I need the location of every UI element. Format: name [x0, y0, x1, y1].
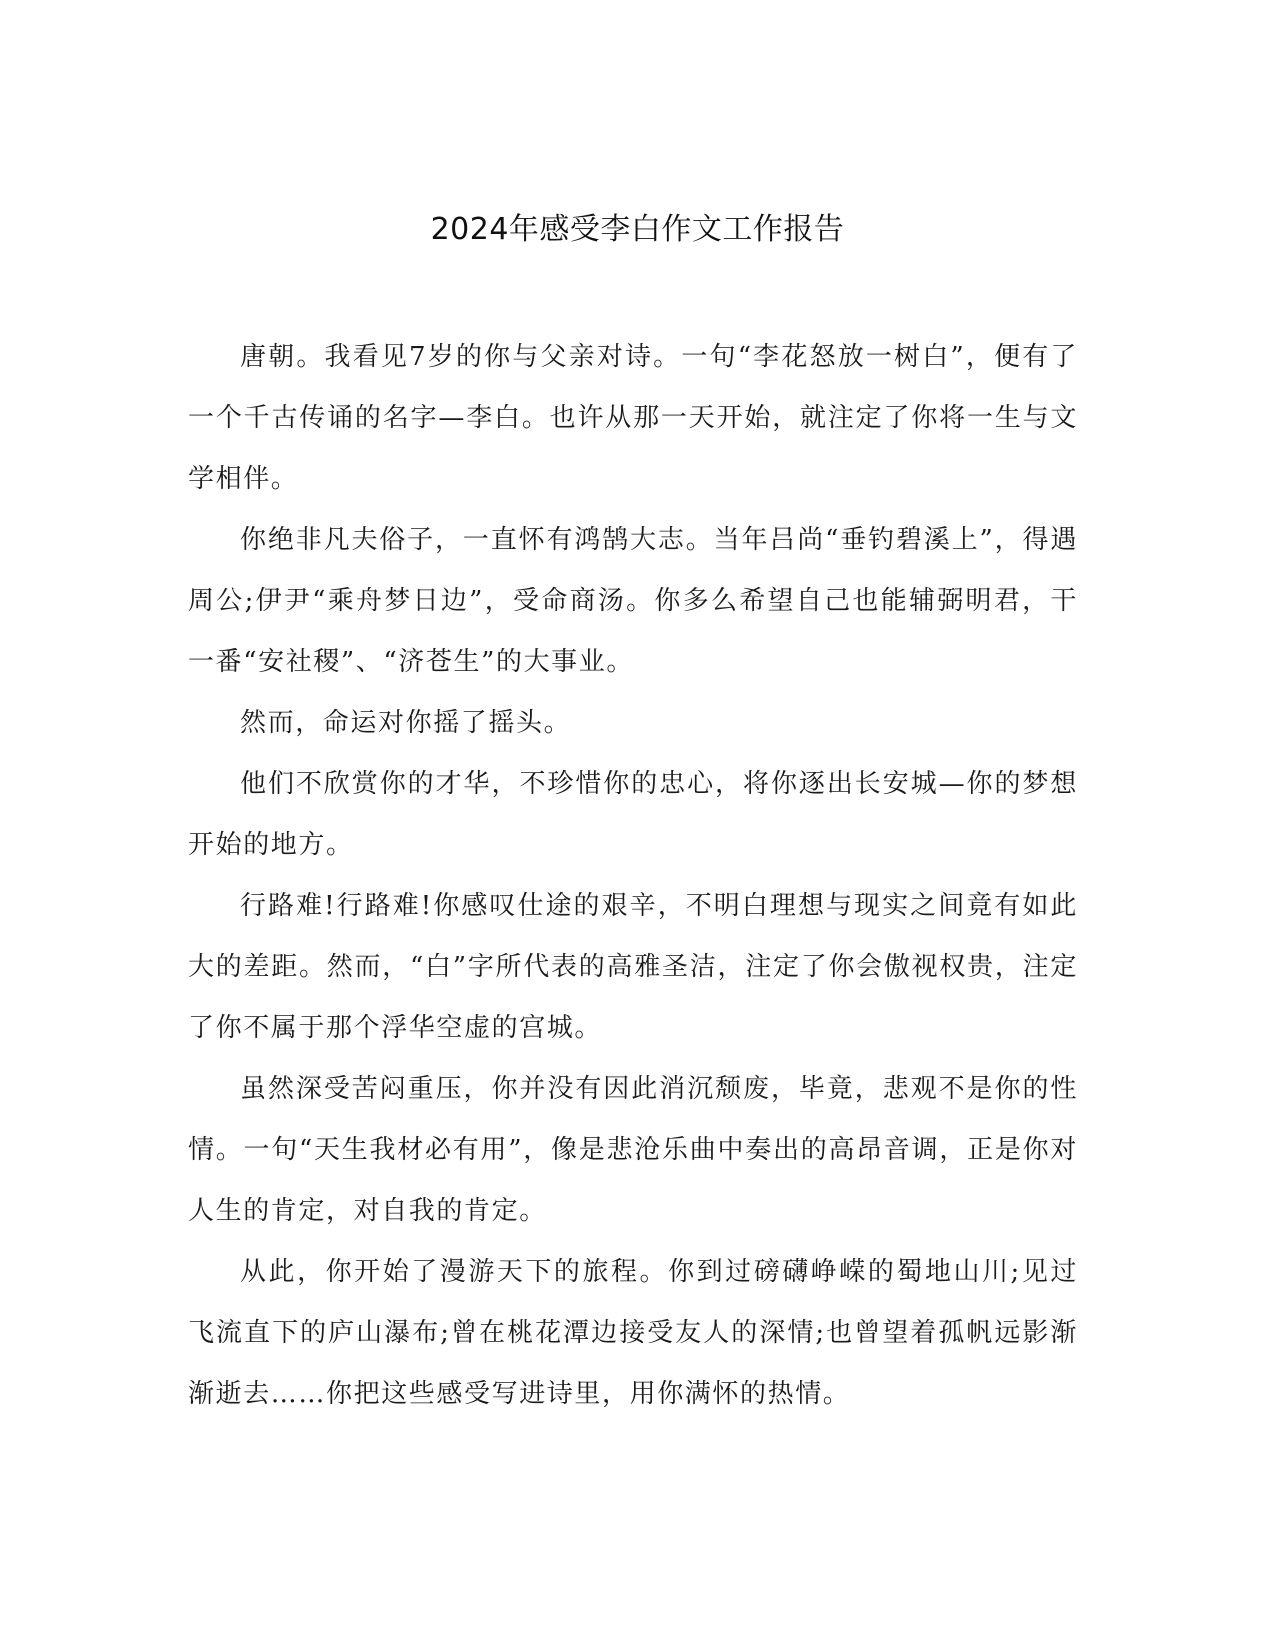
paragraph: 虽然深受苦闷重压，你并没有因此消沉颓废，毕竟，悲观不是你的性情。一句“天生我材必有用”，像是悲沧乐曲中奏出的高昂音调，正是你对人生的肯定，对自我的肯定。 — [188, 1074, 1078, 1226]
document-body — [188, 327, 1078, 1425]
paragraph: 他们不欣赏你的才华，不珍惜你的忠心，将你逐出长安城—你的梦想开始的地方。 — [188, 769, 1078, 860]
paragraph: 然而，命运对你摇了摇头。 — [240, 708, 572, 738]
document-title: 2024年感受李白作文工作报告 — [430, 212, 845, 247]
paragraph: 你绝非凡夫俗子，一直怀有鸿鹄大志。当年吕尚“垂钓碧溪上”，得遇周公;伊尹“乘舟梦日边”，受命商汤。你多么希望自己也能辅弼明君，干一番“安社稷”、“济苍生”的大事业。 — [188, 525, 1078, 677]
paragraph: 从此，你开始了漫游天下的旅程。你到过磅礴峥嵘的蜀地山川;见过飞流直下的庐山瀑布;曾在桃花潭边接受友人的深情;也曾望着孤帆远影渐渐逝去……你把这些感受写进诗里，用你满怀的热情。 — [188, 1257, 1078, 1409]
paragraph: 行路难!行路难!你感叹仕途的艰辛，不明白理想与现实之间竟有如此大的差距。然而，“白”字所代表的高雅圣洁，注定了你会傲视权贵，注定了你不属于那个浮华空虚的宫城。 — [188, 891, 1078, 1043]
paragraph: 唐朝。我看见7岁的你与父亲对诗。一句“李花怒放一树白”，便有了一个千古传诵的名字—李白。也许从那一天开始，就注定了你将一生与文学相伴。 — [188, 342, 1078, 494]
